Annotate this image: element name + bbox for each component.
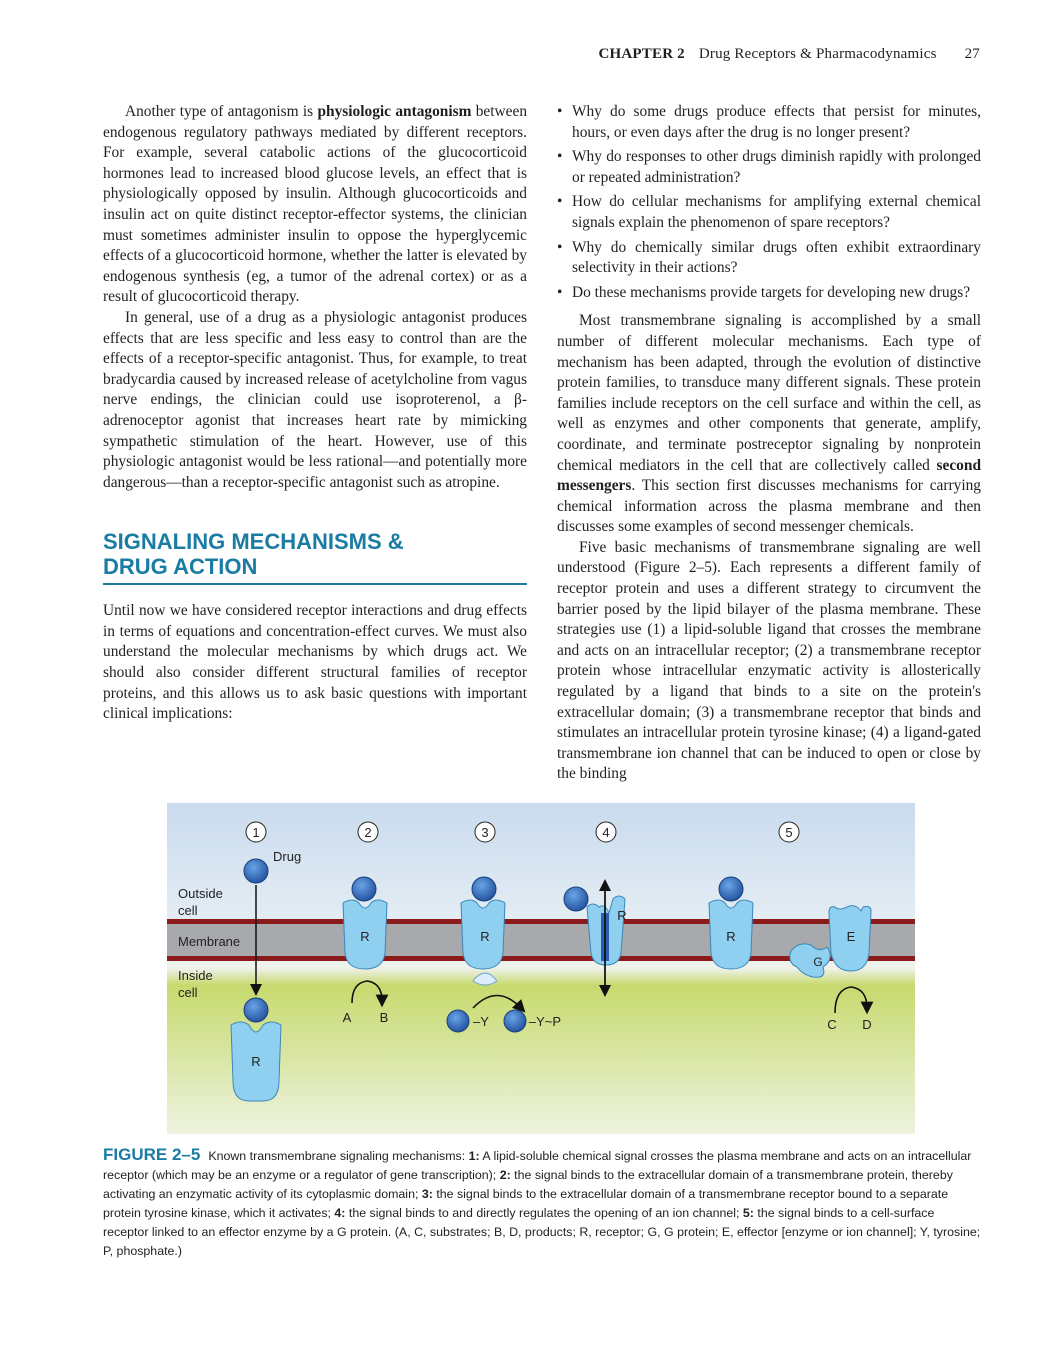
caption-marker-4: 4:: [334, 1206, 346, 1220]
right-column: [557, 102, 981, 785]
paragraph-general-use: In general, use of a drug as a physiologic antagonist produces effects that are less specific and less easy to control than are the effects of a receptor-specific antagonist. Thus, for example, to treat bradycardia caused by increased release of acetylcholine from vagus nerve endings, the clinician could use isoproterenol, a β-adrenoceptor agonist that increases heart rate by mimicking sympathetic stimulation of the heart. However, use of this physiologic antagonist would be less rational—and potentially more dangerous—than a receptor-specific antagonist such as atropine.: [103, 308, 527, 491]
list-item: • Why do some drugs produce effects that persist for minutes, hours, or even days after the drug is no longer present?: [557, 102, 981, 143]
drug-ligand-5: [719, 877, 743, 901]
receptor-5-label: R: [726, 929, 736, 944]
paragraph-transmembrane: [557, 311, 981, 538]
paragraph-until-now: Until now we have considered receptor interactions and drug effects in terms of equations and concentration-effect curves. We must also understand the molecular mechanisms by which drugs act. We should also consider different structural families of receptor proteins, and this allows us to ask basic questions with important clinical implications:: [103, 602, 527, 723]
heading-rule: [103, 583, 527, 585]
drug-ligand-3: [472, 877, 496, 901]
list-item: • Do these mechanisms provide targets for developing new drugs?: [557, 283, 981, 304]
number-2: 2: [364, 825, 372, 840]
g-protein-label: G: [813, 955, 823, 969]
number-5: 5: [785, 825, 793, 840]
page-number: 27: [964, 46, 980, 62]
p1-text-a: Another type of antagonism is: [125, 103, 318, 120]
phosphorylated-protein: [504, 1010, 526, 1032]
number-1: 1: [252, 825, 260, 840]
list-item: • Why do chemically similar drugs often exhibit extraordinary selectivity in their actions?: [557, 238, 981, 279]
receptor-3-label: R: [480, 929, 490, 944]
inside-label-1: Inside: [178, 968, 213, 983]
section-heading: [103, 529, 527, 579]
chapter-label: CHAPTER 2: [598, 46, 685, 62]
figure-label: FIGURE 2–5: [103, 1145, 201, 1164]
p4-text-b: . This section first discusses mechanisms for carrying chemical information across the plasma membrane and then discusses some examples of second messenger chemicals.: [557, 477, 981, 536]
caption-marker-1: 1:: [468, 1149, 480, 1163]
inside-label-2: cell: [178, 985, 198, 1000]
section-heading-line-1: SIGNALING MECHANISMS &: [103, 529, 404, 555]
drug-ligand-1: [244, 859, 268, 883]
p4-text-a: Most transmembrane signaling is accomplished by a small number of different molecular mechanisms. Each type of mechanism has been adapted, through the evolution of distinctive protein families, to transduce many different signals. These protein families include receptors on the cell surface and within the cell, as well as enzymes and other components that generate, amplify, coordinate, and terminate postreceptor signaling by nonprotein chemical mediators in the cell that are collectively called: [557, 312, 981, 474]
paragraph-five-mechanisms: Five basic mechanisms of transmembrane signaling are well understood (Figure 2–5). Each represents a different family of receptor protein and uses a different strategy to circumvent the barrier posed by the lipid bilayer of the plasma membrane. These strategies use (1) a lipid-soluble ligand that crosses the membrane and acts on an intracellular receptor; (2) a transmembrane receptor protein whose intracellular enzymatic activity is allosterically regulated by a ligand that binds to a site on the protein's extracellular domain; (3) a transmembrane receptor that binds and stimulates an intracellular protein tyrosine kinase; (4) a ligand-gated transmembrane ion channel that can be induced to open or close by the binding: [557, 538, 981, 783]
question-list: [557, 102, 981, 303]
paragraph-physiologic-antagonism: [103, 102, 527, 308]
drug-ligand-1b: [244, 998, 268, 1022]
caption-text-5: the signal binds to a cell-surface receptor linked to an effector enzyme by a G protein. (A, C, substrates; B, D, products; R, receptor; G, G protein; E, effector [enzyme or ion channel]; Y, tyrosine; P, phosphate.): [103, 1206, 981, 1258]
p1-text-b: between endogenous regulatory pathways mediated by different receptors. For example, several catabolic actions of the glucocorticoid hormones lead to increased blood glucose levels, an effect that is physiologically opposed by insulin. Although glucocorticoids and insulin act on quite distinct receptor-effector systems, the clinician must sometimes administer insulin to oppose the hyperglycemic effects of a glucocorticoid hormone, whether the latter is elevated by endogenous synthesis (eg, a tumor of the adrenal cortex) or as a result of glucocorticoid therapy.: [103, 103, 528, 306]
label-c: C: [827, 1017, 837, 1032]
label-d: D: [862, 1017, 872, 1032]
label-y-p: –Y~P: [528, 1014, 562, 1029]
caption-text-2: the signal binds to the extracellular domain of a transmembrane protein, thereby activating an enzymatic activity of its cytoplasmic domain;: [103, 1168, 953, 1201]
caption-marker-5: 5:: [742, 1206, 754, 1220]
outside-label-2: cell: [178, 903, 198, 918]
label-b: B: [379, 1010, 389, 1025]
substrate-protein: [447, 1010, 469, 1032]
receptor-1-label: R: [251, 1054, 261, 1069]
section-heading-line-2: DRUG ACTION: [103, 554, 258, 580]
term-second-messengers: second messengers: [557, 456, 981, 495]
list-item: • Why do responses to other drugs diminish rapidly with prolonged or repeated administration?: [557, 147, 981, 188]
list-item: • How do cellular mechanisms for amplifying external chemical signals explain the phenomenon of spare receptors?: [557, 192, 981, 233]
membrane-outer-edge: [167, 919, 915, 924]
signaling-diagram: [167, 803, 915, 1134]
label-a: A: [342, 1010, 352, 1025]
drug-ligand-4: [564, 887, 588, 911]
caption-intro: Known transmembrane signaling mechanisms:: [208, 1149, 469, 1163]
drug-label: Drug: [273, 849, 302, 864]
number-4: 4: [602, 825, 610, 840]
effector-label: E: [846, 929, 856, 944]
running-head: [599, 46, 981, 63]
caption-marker-3: 3:: [421, 1187, 433, 1201]
caption-text-1: A lipid-soluble chemical signal crosses the plasma membrane and acts on an intracellular receptor (which may be an enzyme or a regulator of gene transcription);: [103, 1149, 972, 1182]
caption-marker-2: 2:: [499, 1168, 511, 1182]
left-column: [103, 102, 527, 725]
label-y: –Y: [473, 1014, 489, 1029]
term-physiologic-antagonism: physiologic antagonism: [317, 103, 472, 120]
membrane-label: Membrane: [178, 934, 241, 949]
caption-text-3: the signal binds to the extracellular domain of a transmembrane receptor bound to a separate protein tyrosine kinase, which it activates;: [103, 1187, 949, 1220]
outside-label-1: Outside: [178, 886, 223, 901]
chapter-title: Drug Receptors & Pharmacodynamics: [698, 46, 937, 62]
receptor-4-label: R: [617, 908, 627, 923]
figure-2-5: [167, 803, 915, 1134]
drug-ligand-2: [352, 877, 376, 901]
caption-text-4: the signal binds to and directly regulates the opening of an ion channel;: [345, 1206, 743, 1220]
figure-caption: [103, 1145, 981, 1261]
receptor-2-label: R: [360, 929, 370, 944]
number-3: 3: [481, 825, 489, 840]
